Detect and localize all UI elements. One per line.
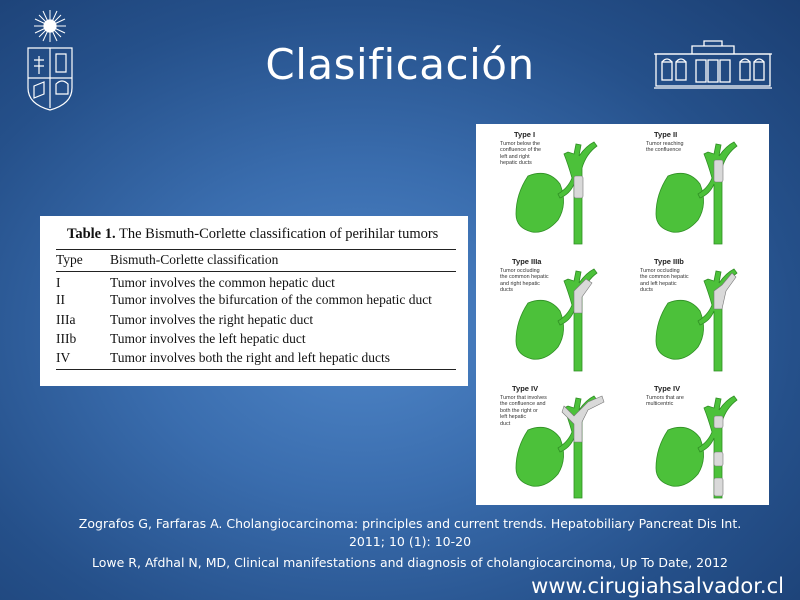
table-cell-type: II <box>56 292 65 307</box>
figure-panel-type-iiia <box>476 251 622 378</box>
panel-description: Tumor occluding the common hepatic and right hepatic ducts <box>500 268 549 294</box>
reference-2: Lowe R, Afdhal N, MD, Clinical manifestations and diagnosis of cholangiocarcinoma, Up To Date, 2012 <box>92 555 728 570</box>
table-cell-description: Tumor involves the left hepatic duct <box>110 331 306 346</box>
table-caption-label: Table 1. <box>67 226 116 242</box>
table-row <box>56 292 458 310</box>
panel-type-label: Type I <box>514 130 536 139</box>
table-top-rule <box>56 249 456 250</box>
table-bottom-rule <box>56 369 456 370</box>
table-cell-type: IIIb <box>56 331 77 346</box>
panel-type-label: Type II <box>654 130 678 139</box>
table-header-rule <box>56 271 456 272</box>
table-cell-type: I <box>56 275 61 290</box>
panel-type-label: Type IV <box>654 384 681 393</box>
figure-panel-type-iv-confluence <box>476 378 622 505</box>
panel-description: Tumor reaching the confluence <box>646 141 684 154</box>
figure-panel-type-iv-multicentric <box>622 378 768 505</box>
table-cell-description: Tumor involves the bifurcation of the common hepatic duct <box>110 292 432 307</box>
table-cell-description: Tumor involves both the right and left hepatic ducts <box>110 350 390 365</box>
panel-type-label: Type IIIa <box>512 257 542 266</box>
biliary-tree-illustration <box>476 378 622 505</box>
biliary-tree-illustration <box>476 124 622 251</box>
panel-type-label: Type IIIb <box>654 257 684 266</box>
table-cell-description: Tumor involves the common hepatic duct <box>110 275 335 290</box>
biliary-tree-illustration <box>622 124 768 251</box>
panel-description: Tumor that involves the confluence and both the right or left hepatic duct <box>500 395 547 427</box>
website-url[interactable]: www.cirugiahsalvador.cl <box>531 574 784 598</box>
table-cell-description: Tumor involves the right hepatic duct <box>110 312 314 327</box>
bismuth-corlette-table <box>40 216 468 386</box>
table-row <box>56 312 458 330</box>
table-caption-text: The Bismuth-Corlette classification of perihilar tumors <box>115 226 439 242</box>
table-header-classification: Bismuth-Corlette classification <box>110 252 279 267</box>
table-row <box>56 275 458 293</box>
biliary-tree-illustration <box>476 251 622 378</box>
panel-description: Tumor occluding the common hepatic and left hepatic ducts <box>640 268 689 294</box>
table-header-row <box>56 252 458 270</box>
reference-1-line-1: Zografos G, Farfaras A. Cholangiocarcinoma: principles and current trends. Hepatobiliary Pancreat Dis Int. <box>78 516 742 531</box>
table-cell-type: IV <box>56 350 71 365</box>
biliary-tree-illustration <box>622 251 768 378</box>
table-row <box>56 350 458 368</box>
table-caption <box>67 226 438 243</box>
panel-description: Tumors that are multicentric <box>646 395 684 408</box>
biliary-tree-illustration <box>622 378 768 505</box>
panel-type-label: Type IV <box>512 384 539 393</box>
table-cell-type: IIIa <box>56 312 76 327</box>
slide-title: Clasificación <box>265 40 535 89</box>
figure-panel-type-i <box>476 124 622 251</box>
figure-panel-type-ii <box>622 124 768 251</box>
bismuth-classification-figure <box>476 124 769 505</box>
table-row <box>56 331 458 349</box>
panel-description: Tumor below the confluence of the left and right hepatic ducts <box>500 141 542 167</box>
figure-panel-type-iiib <box>622 251 768 378</box>
reference-1 <box>60 515 760 551</box>
table-header-type: Type <box>56 252 83 267</box>
reference-1-line-2: 2011; 10 (1): 10-20 <box>348 534 472 549</box>
